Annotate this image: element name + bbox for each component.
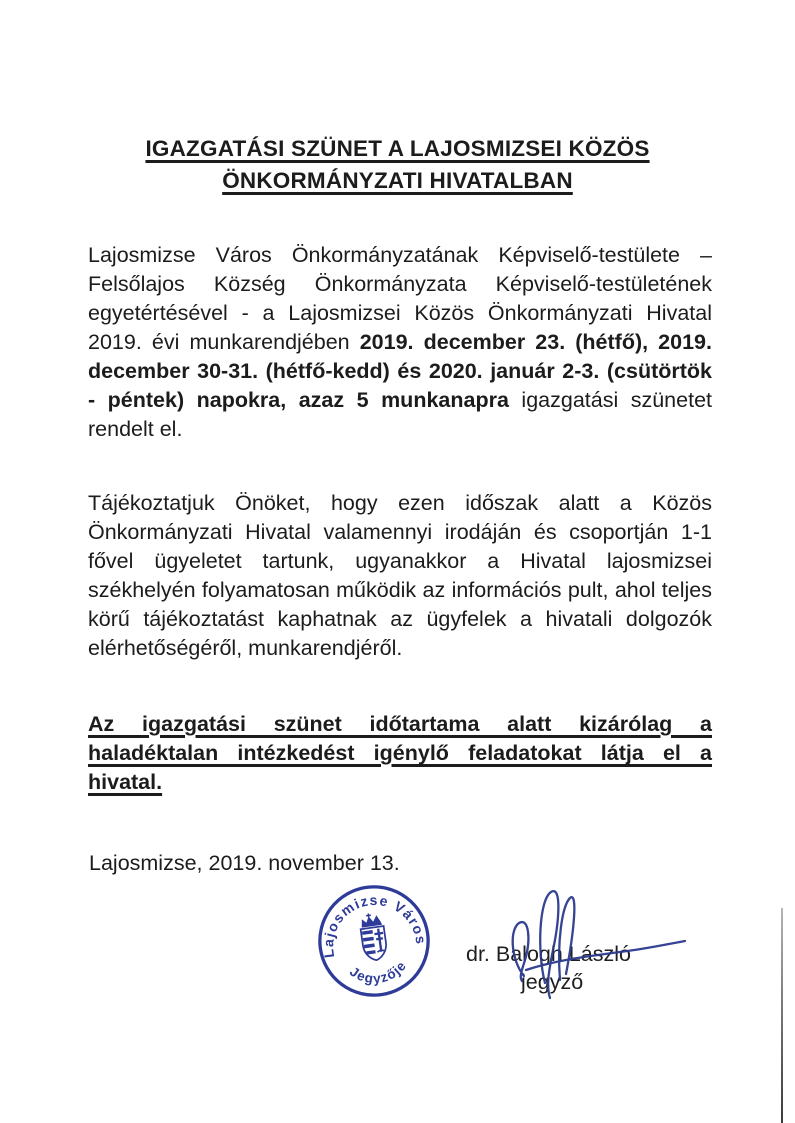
stamp-seal-icon bbox=[307, 875, 442, 1007]
scan-artifact-line bbox=[781, 908, 783, 1123]
paragraph-information: Tájékoztatjuk Önöket, hogy ezen időszak alatt a Közös Önkormányzati Hivatal valamennyi irodáján és csoportján 1-1 fővel ügyeletet tartunk, ugyanakkor a Hivatal lajosmizsei székhelyén folyamatosan működik az információs pult, ahol teljes körű tájékoztatást kaphatnak az ügyfelek a hivatali dolgozók elérhetőségéről, munkarendjéről. bbox=[88, 491, 712, 660]
intro-text-normal-1: Lajosmizse Város Önkormányzatának Képviselő-testülete – Felsőlajos Község Önkormányzata Képviselő-testületének egyetértésével - a Lajosmizsei Közös Önkormányzati Hivatal 2019. évi munkarendjében bbox=[88, 243, 712, 354]
stamp-bottom-text: Jegyzője bbox=[347, 957, 410, 987]
intro-text-normal-2: igazgatási szünetet rendelt el. bbox=[88, 388, 712, 441]
intro-dates-bold: 2019. december 23. (hétfő), 2019. december 30-31. (hétfő-kedd) és 2020. január 2-3. (csütörtök - péntek) napokra, azaz 5 munkanapra bbox=[88, 330, 712, 412]
coat-of-arms-icon bbox=[359, 912, 389, 962]
page-title bbox=[0, 133, 795, 197]
paragraph-notice-underlined: Az igazgatási szünet időtartama alatt kizárólag a haladéktalan intézkedést igénylő feladatokat látja el a hivatal. bbox=[88, 712, 712, 794]
page-title-line-2: ÖNKORMÁNYZATI HIVATALBAN bbox=[222, 168, 573, 193]
signer-name: dr. Balogh László bbox=[466, 942, 631, 966]
signer-role: jegyző bbox=[521, 970, 584, 994]
official-stamp bbox=[307, 875, 442, 1007]
page-title-line-1: IGAZGATÁSI SZÜNET A LAJOSMIZSEI KÖZÖS bbox=[145, 136, 650, 161]
paragraph-intro bbox=[88, 241, 712, 444]
stamp-top-text: Lajosmizse Város bbox=[320, 891, 430, 959]
svg-text:Jegyzője bbox=[346, 956, 412, 990]
date-line: Lajosmizse, 2019. november 13. bbox=[89, 851, 400, 875]
